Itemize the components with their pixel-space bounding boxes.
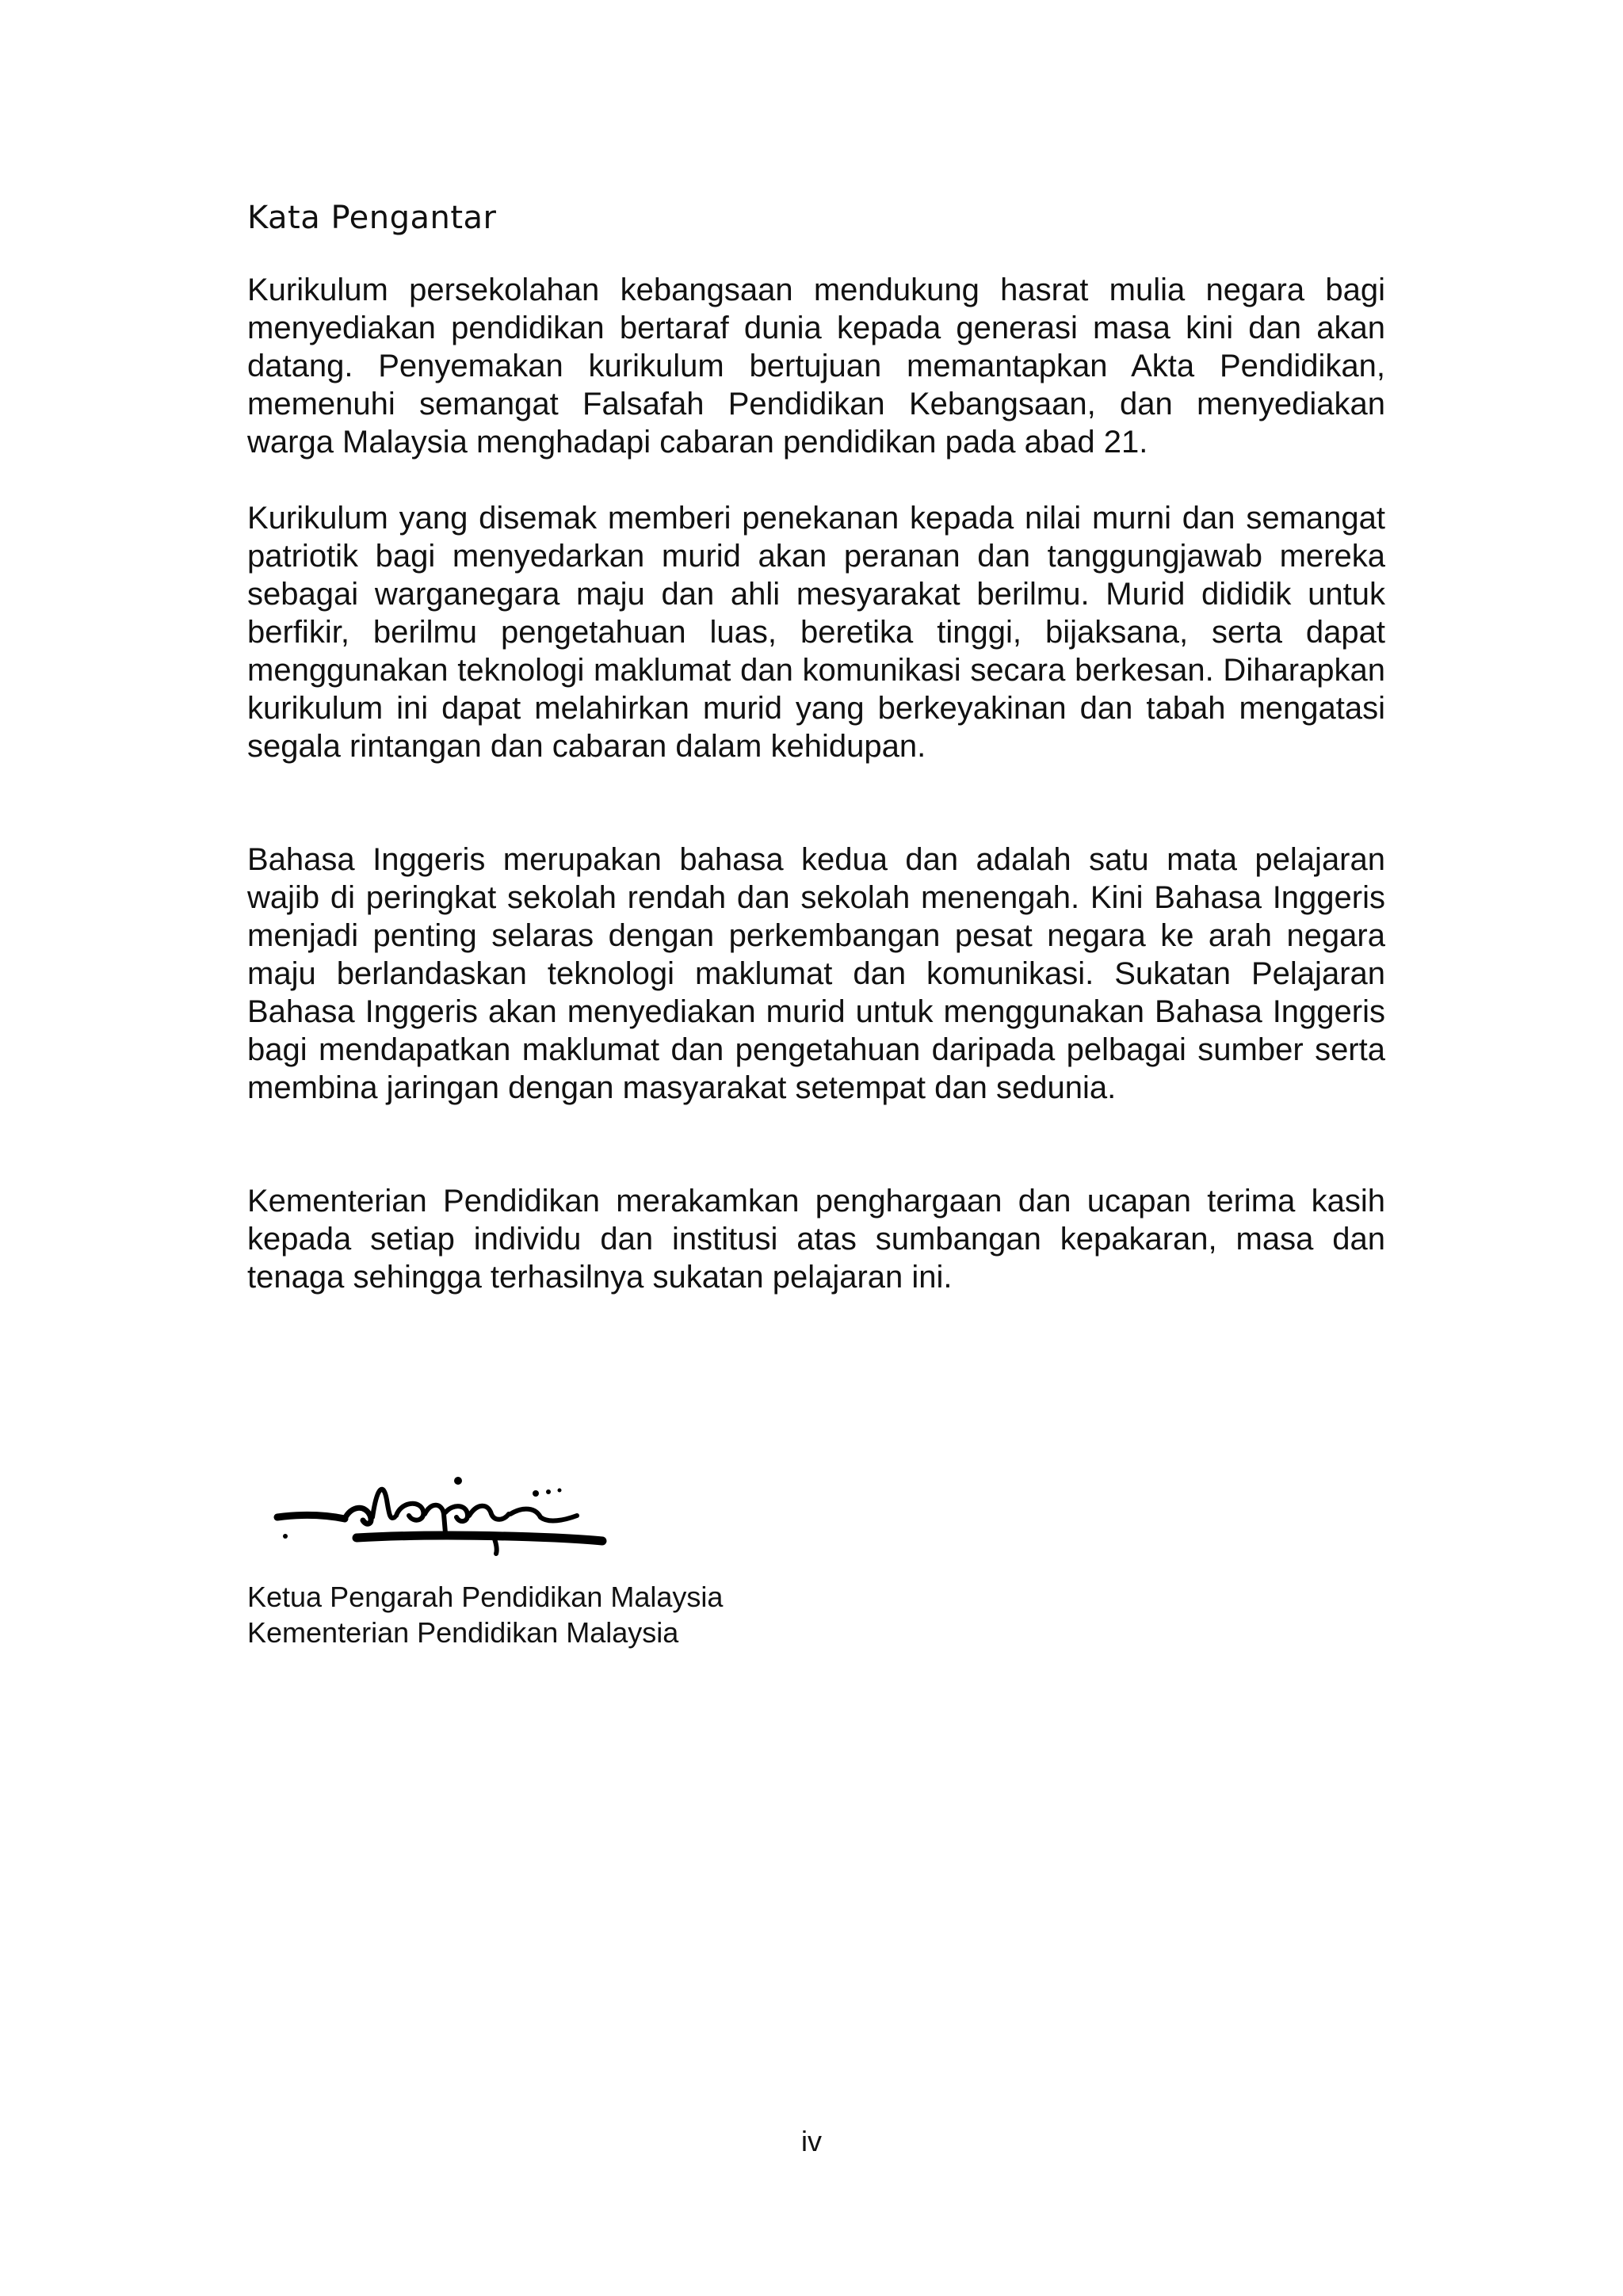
paragraph-english-subject: Bahasa Inggeris merupakan bahasa kedua dan adalah satu mata pelajaran wajib di peringkat sekolah rendah dan sekolah menengah. Kini Bahasa Inggeris menjadi penting selaras dengan perkembangan pesat negara ke arah negara maju berlandaskan teknologi maklumat dan komunikasi. Sukatan Pelajaran Bahasa Inggeris akan menyediakan murid untuk menggunakan Bahasa Inggeris bagi mendapatkan maklumat dan pengetahuan daripada pelbagai sumber serta membina jaringan dengan masyarakat setempat dan sedunia. (247, 842, 1385, 1105)
paragraph-curriculum-aims: Kurikulum persekolahan kebangsaan mendukung hasrat mulia negara bagi menyediakan pendidikan bertaraf dunia kepada generasi masa kini dan akan datang. Penyemakan kurikulum bertujuan memantapkan Akta Pendidikan, memenuhi semangat Falsafah Pendidikan Kebangsaan, dan menyediakan warga Malaysia menghadapi cabaran pendidikan pada abad 21. (247, 273, 1385, 460)
paragraph-acknowledgement: Kementerian Pendidikan merakamkan penghargaan dan ucapan terima kasih kepada setiap individu dan institusi atas sumbangan kepakaran, masa dan tenaga sehingga terhasilnya sukatan pelajaran ini. (247, 1184, 1385, 1295)
signatory-block (247, 1579, 723, 1650)
handwritten-signature (269, 1470, 618, 1565)
page-title: Kata Pengantar (247, 200, 497, 236)
signatory-title: Ketua Pengarah Pendidikan Malaysia (247, 1581, 724, 1613)
paragraph-values-emphasis: Kurikulum yang disemak memberi penekanan kepada nilai murni dan semangat patriotik bagi menyedarkan murid akan peranan dan tanggungjawab mereka sebagai warganegara maju dan ahli mesyarakat berilmu. Murid dididik untuk berfikir, berilmu pengetahuan luas, beretika tinggi, bijaksana, serta dapat menggunakan teknologi maklumat dan komunikasi secara berkesan. Diharapkan kurikulum ini dapat melahirkan murid yang berkeyakinan dan tabah mengatasi segala rintangan dan cabaran dalam kehidupan. (247, 501, 1385, 764)
signatory-organization: Kementerian Pendidikan Malaysia (247, 1616, 679, 1649)
page-number: iv (801, 2125, 822, 2157)
